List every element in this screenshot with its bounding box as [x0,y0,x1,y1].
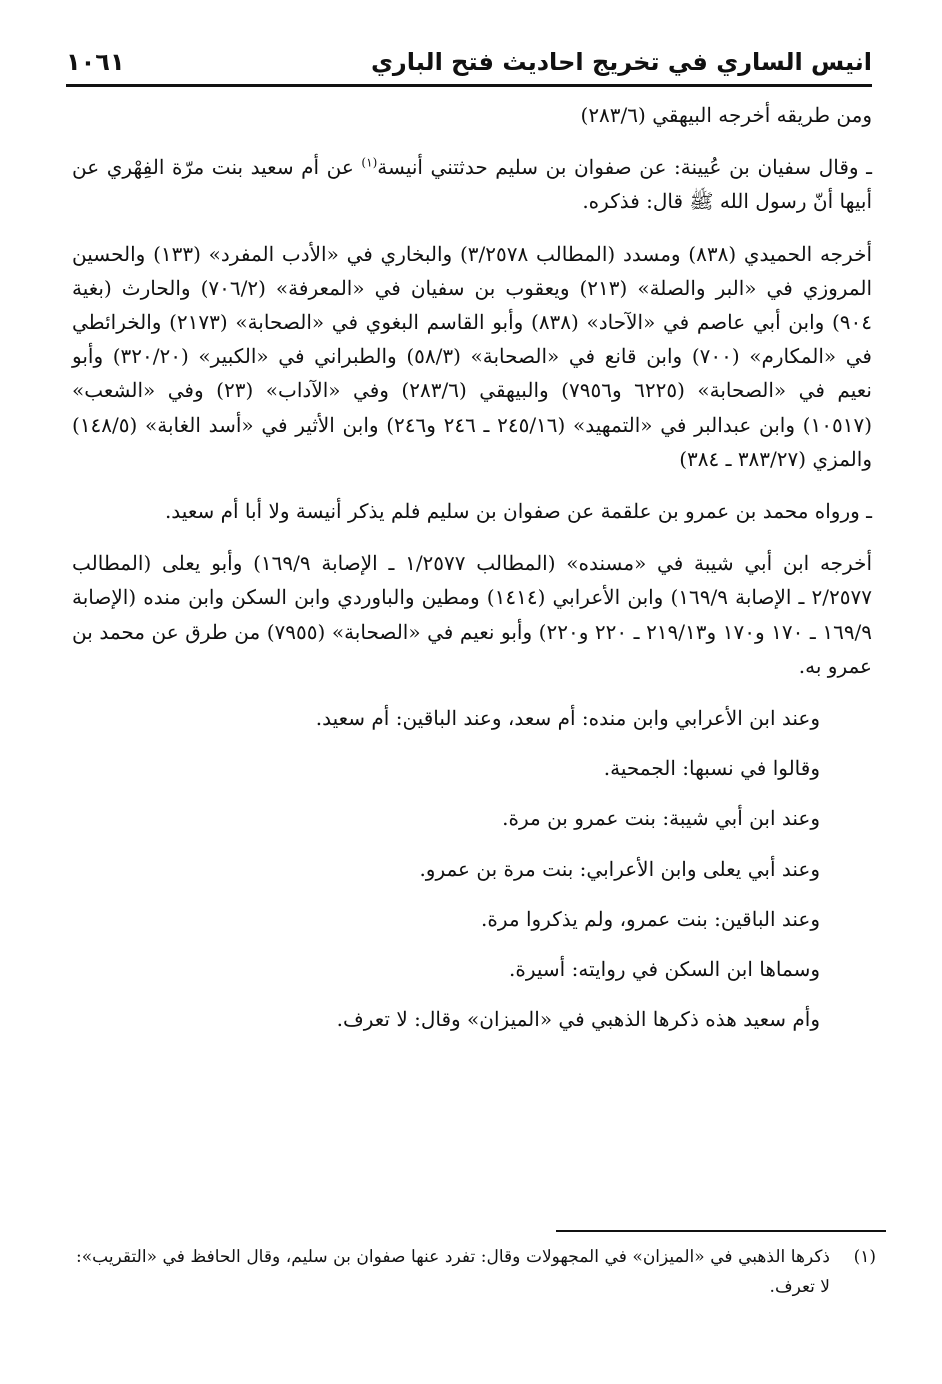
paragraph [72,546,872,683]
footnote-marker: (١) [361,155,378,170]
paragraph-text-continued: عن أم سعيد بنت مرّة الفِهْري عن أبيها أنّ رسول الله ﷺ قال: فذكره. [72,155,872,214]
page-header [66,38,872,78]
paragraph-text: ـ ورواه محمد بن عمرو بن علقمة عن صفوان بن سليم فلم يذكر أنيسة ولا أبا أم سعيد. [164,499,872,524]
page-number: ١٠٦١ [66,48,125,76]
footnote-number: (١) [853,1247,876,1267]
indented-line: وأم سعيد هذه ذكرها الذهبي في «الميزان» وقال: لا تعرف. [336,1007,820,1032]
indented-line: وعند ابن أبي شيبة: بنت عمرو بن مرة. [502,806,820,831]
paragraph [72,150,872,218]
footnotes [76,1242,876,1302]
paragraph-text: أخرجه الحميدي (٨٣٨) ومسدد (المطالب ٣/٢٥٧٨) والبخاري في «الأدب المفرد» (١٣٣) والحسين المروزي في «البر والصلة» (٢١٣) ويعقوب بن سفيان في «المعرفة» (٧٠٦/٢) والحارث (بغية ٩٠٤) وابن أبي عاصم في «الآحاد» (٨٣٨) وأبو القاسم البغوي في «الصحابة» (٢١٧٣) والخرائطي في «المكارم» (٧٠٠) وابن قانع في «الصحابة» (٥٨/٣) والطبراني في «الكبير» (٣٢٠/٢٠) وأبو نعيم في «الصحابة» (٦٢٢٥ و٧٩٥٦) والبيهقي (٢٨٣/٦) وفي «الآداب» (٢٣) وفي «الشعب» (١٠٥١٧) وابن عبدالبر في «التمهيد» (٢٤٥/١٦ ـ ٢٤٦ و٢٤٦) وابن الأثير في «أسد الغابة» (١٤٨/٥) والمزي (٣٨٣/٢٧ ـ ٣٨٤) [72,241,873,471]
main-text [72,98,872,1052]
footnote-rule [556,1230,886,1232]
paragraph [72,494,872,528]
footnote [76,1242,876,1302]
header-rule [66,84,872,87]
indented-line: وعند الباقين: بنت عمرو، ولم يذكروا مرة. [481,906,820,931]
running-title: انيس الساري في تخريج احاديث فتح الباري [370,48,872,76]
indented-line: وعند أبي يعلى وابن الأعرابي: بنت مرة بن عمرو. [419,856,820,881]
paragraph-text: ـ وقال سفيان بن عُيينة: عن صفوان بن سليم حدثتني أنيسة [377,155,873,180]
indented-line: وسماها ابن السكن في روايته: أسيرة. [509,957,820,982]
paragraph [72,237,872,476]
paragraph-text: ومن طريقه أخرجه البيهقي (٢٨٣/٦) [580,103,872,127]
indented-line: وعند ابن الأعرابي وابن منده: أم سعد، وعند الباقين: أم سعيد. [315,706,820,731]
paragraph [72,98,872,132]
paragraph-text: أخرجه ابن أبي شيبة في «مسنده» (المطالب ١/٢٥٧٧ ـ الإصابة ١٦٩/٩) وأبو يعلى (المطالب ٢/٢٥٧٧ ـ الإصابة ١٦٩/٩) وابن الأعرابي (١٤١٤) ومطين والباوردي وابن السكن وابن منده (الإصابة ١٦٩/٩ ـ ١٧٠ و١٧٠ و٢١٩/١٣ ـ ٢٢٠ و٢٢٠) وأبو نعيم في «الصحابة» (٧٩٥٥) من طرق عن محمد بن عمرو به. [72,551,873,678]
indented-line: وقالوا في نسبها: الجمحية. [603,756,820,781]
footnote-text: ذكرها الذهبي في «الميزان» في المجهولات وقال: تفرد عنها صفوان بن سليم، وقال الحافظ في «التقريب»: لا تعرف. [76,1247,830,1297]
